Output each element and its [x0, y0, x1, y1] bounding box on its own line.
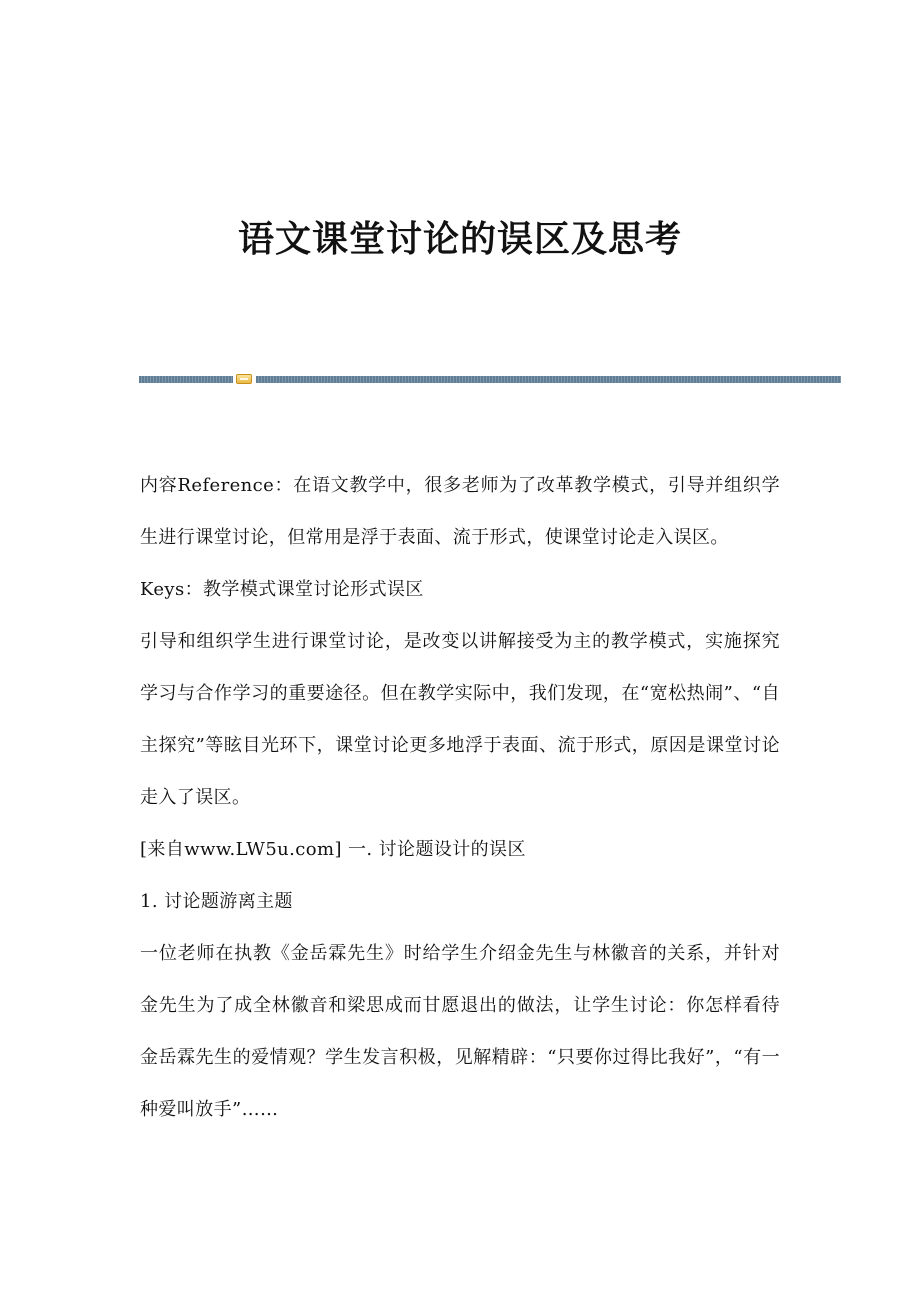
divider-bar-right	[256, 376, 841, 383]
document-title: 语文课堂讨论的误区及思考	[237, 219, 682, 260]
divider-ornament-icon	[236, 374, 252, 384]
section-heading: [来自www.LW5u.com] 一. 讨论题设计的误区	[140, 839, 526, 860]
abstract-paragraph: 内容Reference：在语文教学中，很多老师为了改革教学模式，引导并组织学生进行课堂讨论，但常用是浮于表面、流于形式，使课堂讨论走入误区。	[140, 475, 780, 548]
body-paragraph: 一位老师在执教《金岳霖先生》时给学生介绍金先生与林徽音的关系，并针对金先生为了成全林徽音和梁思成而甘愿退出的做法，让学生讨论：你怎样看待金岳霖先生的爱情观？学生发言积极，见解精辟：“只要你过得比我好”，“有一种爱叫放手”……	[140, 943, 780, 1120]
document-body	[140, 460, 780, 1136]
subsection-heading: 1. 讨论题游离主题	[140, 891, 293, 912]
body-paragraph: 引导和组织学生进行课堂讨论，是改变以讲解接受为主的教学模式，实施探究学习与合作学习的重要途径。但在教学实际中，我们发现，在“宽松热闹”、“自主探究”等眩目光环下，课堂讨论更多地浮于表面、流于形式，原因是课堂讨论走入了误区。	[140, 631, 780, 808]
keywords-paragraph: Keys：教学模式课堂讨论形式误区	[140, 579, 424, 600]
divider-bar-left	[139, 376, 233, 383]
title-divider	[139, 374, 841, 384]
